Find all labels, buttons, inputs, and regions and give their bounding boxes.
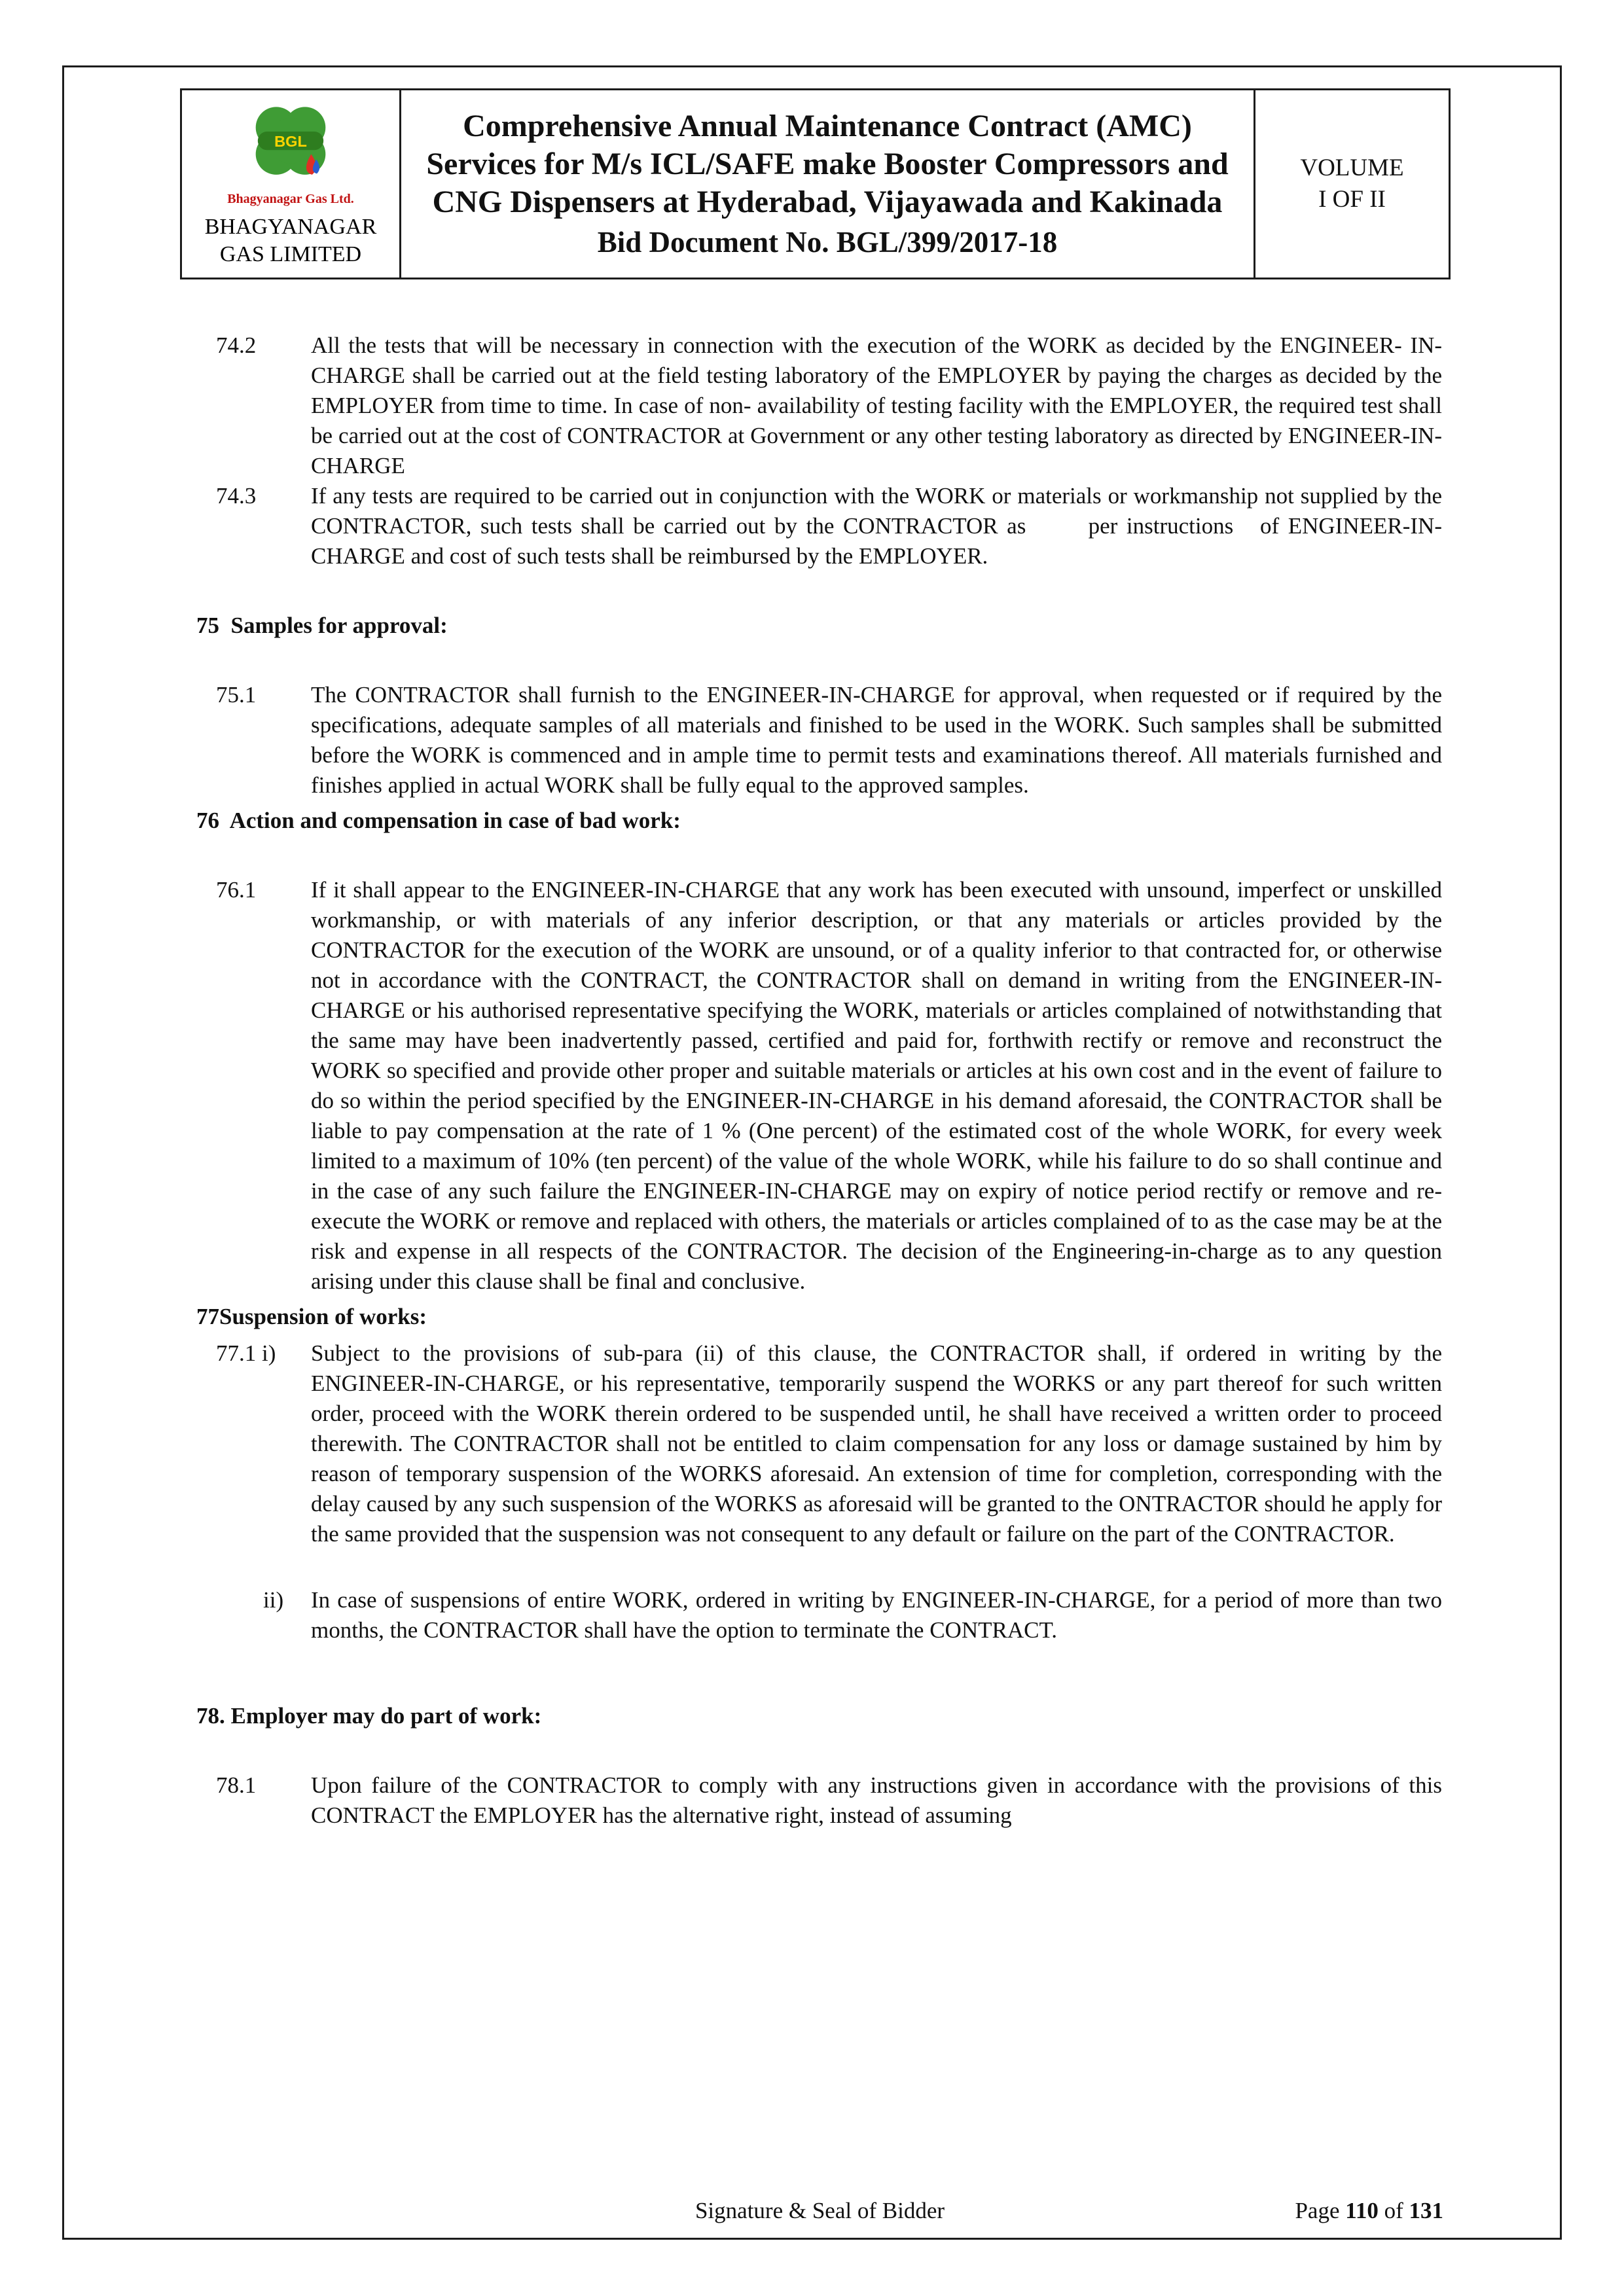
clause-text: The CONTRACTOR shall furnish to the ENGINEER-IN-CHARGE for approval, when requested or if required by the specifications, adequate samples of all materials and finished to be used in the WORK. Such samples shall be submitted before the WORK is commenced and in ample time to permit tests and examinations thereof. All materials furnished and finishes applied in actual WORK shall be fully equal to the approved samples. (311, 682, 1442, 798)
section-heading-77: 77Suspension of works: (196, 1304, 427, 1329)
page-current: 110 (1345, 2198, 1379, 2223)
clause-number: 77.1 i) (216, 1340, 276, 1366)
company-name (187, 213, 394, 268)
document-body (196, 331, 1442, 1831)
page-of: of (1378, 2198, 1409, 2223)
clause-text: If it shall appear to the ENGINEER-IN-CHARGE that any work has been executed with unsound, imperfect or unskilled workmanship, or with materials of any inferior description, or that any materials or articles provided by the CONTRACTOR for the execution of the WORK are unsound, or of a quality inferior to that contracted for, or otherwise not in accordance with the CONTRACT, the CONTRACTOR shall on demand in writing from the ENGINEER-IN-CHARGE or his authorised representative specifying the WORK, materials or articles complained of notwithstanding that the same may have been inadvertently passed, certified and paid for, forthwith rectify or remove and reconstruct the WORK so specified and provide other proper and suitable materials or articles at his own cost and in the event of failure to do so within the period specified by the ENGINEER-IN-CHARGE in his demand aforesaid, the CONTRACTOR shall be liable to pay compensation at the rate of 1 % (One percent) of the estimated cost of the whole WORK, for every week limited to a maximum of 10% (ten percent) of the value of the whole WORK, while his failure to do so shall continue and in the case of any such failure the ENGINEER-IN-CHARGE may on expiry of notice period rectify or remove and re-execute the WORK or remove and replaced with others, the materials or articles complained of to as the case may be at the risk and expense in all respects of the CONTRACTOR. The decision of the Engineering-in-charge as to any question arising under this clause shall be final and conclusive. (311, 877, 1442, 1294)
page-prefix: Page (1295, 2198, 1346, 2223)
company-logo-icon (238, 101, 343, 191)
document-title: Comprehensive Annual Maintenance Contract (AMC) Services for M/s ICL/SAFE make Booster Compressors and CNG Dispensers at Hyderabad, Vijayawada and Kakinada (426, 109, 1229, 219)
clause-number: ii) (263, 1587, 284, 1613)
clause-78-1 (196, 1770, 1442, 1831)
clause-number: 78.1 (216, 1772, 257, 1798)
bid-document-number: Bid Document No. BGL/399/2017-18 (597, 226, 1058, 259)
clause-76-1 (196, 875, 1442, 1297)
clause-74-2 (196, 331, 1442, 481)
page-total: 131 (1409, 2198, 1443, 2223)
header-volume-cell (1255, 90, 1449, 278)
volume-line1: VOLUME (1300, 154, 1404, 181)
header-title-cell (401, 90, 1255, 278)
clause-text: Subject to the provisions of sub-para (ii) of this clause, the CONTRACTOR shall, if ordered in writing by the ENGINEER-IN-CHARGE, or his representative, temporarily suspend the WORKS or any part thereof for such written order, proceed with the WORK therein ordered to be suspended until, he shall have received a written order to proceed therewith. The CONTRACTOR shall not be entitled to claim compensation for any loss or damage sustained by him by reason of temporary suspension of the WORKS aforesaid. An extension of time for completion, corresponding with the delay caused by any such suspension of the WORKS as aforesaid will be granted to the ONTRACTOR should he apply for the same provided that the suspension was not consequent to any default or failure on the part of the CONTRACTOR. (311, 1340, 1442, 1547)
clause-77-1-i (196, 1338, 1442, 1549)
document-header (180, 88, 1451, 279)
clause-text: Upon failure of the CONTRACTOR to comply with any instructions given in accordance with the provisions of this CONTRACT the EMPLOYER has the alternative right, instead of assuming (311, 1772, 1442, 1828)
header-logo-cell (182, 90, 401, 278)
section-heading-78: 78. Employer may do part of work: (196, 1703, 542, 1729)
clause-number: 75.1 (216, 682, 257, 708)
clause-text: If any tests are required to be carried out in conjunction with the WORK or materials or workmanship not supplied by the CONTRACTOR, such tests shall be carried out by the CONTRACTOR as per instructions of ENGINEER-IN-CHARGE and cost of such tests shall be reimbursed by the EMPLOYER. (311, 483, 1442, 569)
company-name-line1: BHAGYANAGAR (204, 215, 377, 239)
section-heading-76: 76 Action and compensation in case of bad work: (196, 808, 681, 833)
logo-caption: Bhagyanagar Gas Ltd. (227, 192, 354, 206)
section-heading-75: 75 Samples for approval: (196, 613, 448, 638)
page-number (1295, 2196, 1443, 2226)
logo-text: BGL (274, 132, 307, 150)
clause-77-1-ii (196, 1585, 1442, 1645)
clause-number: 76.1 (216, 877, 257, 903)
clause-number: 74.3 (216, 483, 257, 509)
volume-line2: I OF II (1318, 186, 1386, 213)
clause-text: All the tests that will be necessary in connection with the execution of the WORK as decided by the ENGINEER- IN-CHARGE shall be carried out at the field testing laboratory of the EMPLOYER by paying the charges as decided by the EMPLOYER from time to time. In case of non- availability of testing facility with the EMPLOYER, the required test shall be carried out at the cost of CONTRACTOR at Government or any other testing laboratory as directed by ENGINEER-IN-CHARGE (311, 332, 1442, 478)
signature-seal-label: Signature & Seal of Bidder (695, 2198, 945, 2223)
clause-75-1 (196, 680, 1442, 800)
clause-number: 74.2 (216, 332, 257, 358)
company-name-line2: GAS LIMITED (219, 242, 362, 266)
clause-text: In case of suspensions of entire WORK, ordered in writing by ENGINEER-IN-CHARGE, for a period of more than two months, the CONTRACTOR shall have the option to terminate the CONTRACT. (311, 1587, 1442, 1643)
clause-74-3 (196, 481, 1442, 571)
